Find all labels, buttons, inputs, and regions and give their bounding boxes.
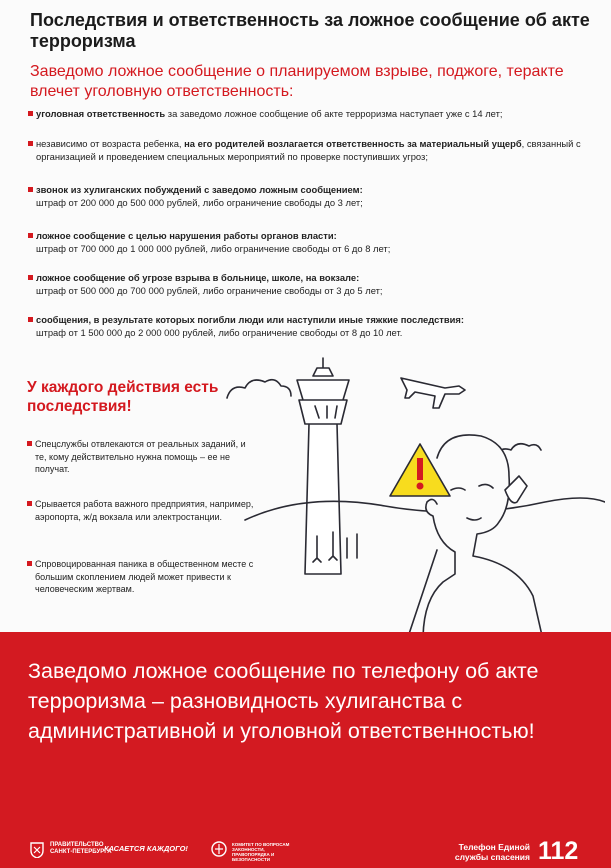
- page-title: Последствия и ответственность за ложное сообщение об акте терроризма: [30, 10, 590, 51]
- item-text: , связанный с организацией и проведением специальных мероприятий по проверке поступивших угроз;: [36, 138, 581, 162]
- item-bold: сообщения, в результате которых погибли люди или наступили иные тяжкие последствия:: [36, 314, 464, 325]
- footer: [0, 832, 611, 868]
- item-text: Спецслужбы отвлекаются от реальных заданий, и те, кому действительно нужна помощь – ее не получат.: [35, 439, 246, 474]
- list-item: [27, 438, 257, 476]
- item-text: Срывается работа важного предприятия, например, аэропорта, ж/д вокзала или электростанции.: [35, 499, 254, 522]
- item-bold: на его родителей возлагается ответственность за материальный ущерб: [184, 138, 522, 149]
- bullet-icon: [28, 275, 33, 280]
- item-text: штраф от 200 000 до 500 000 рублей, либо ограничение свободы до 3 лет;: [36, 196, 363, 208]
- page-subtitle: Заведомо ложное сообщение о планируемом взрыве, поджоге, теракте влечет уголовную ответственность:: [30, 63, 564, 100]
- committee-logo: КОМИТЕТ ПО ВОПРОСАМ ЗАКОННОСТИ, ПРАВОПОРЯДКА И БЕЗОПАСНОСТИ: [210, 838, 300, 860]
- bullet-icon: [28, 141, 33, 146]
- bullet-icon: [28, 233, 33, 238]
- bullet-icon: [28, 187, 33, 192]
- list-item: [28, 108, 593, 121]
- list-item: [28, 314, 593, 339]
- item-text: штраф от 1 500 000 до 2 000 000 рублей, либо ограничение свободы от 8 до 10 лет.: [36, 326, 403, 338]
- item-text: независимо от возраста ребенка,: [36, 138, 185, 149]
- item-text: штраф от 500 000 до 700 000 рублей, либо ограничение свободы от 3 до 5 лет;: [36, 284, 383, 296]
- bullet-icon: [28, 111, 33, 116]
- committee-emblem-icon: [210, 840, 228, 858]
- warning-banner: [0, 632, 611, 868]
- bullet-icon: [27, 561, 32, 566]
- bullet-icon: [27, 441, 32, 446]
- list-item: [27, 498, 257, 523]
- coat-of-arms-icon: [28, 840, 46, 858]
- rescue-service-label: Телефон Единой службы спасения: [454, 842, 530, 862]
- campaign-logo: КАСАЕТСЯ КАЖДОГО!: [104, 844, 188, 853]
- panel-title: У каждого действия есть последствия!: [27, 379, 219, 415]
- banner-text: Заведомо ложное сообщение по телефону об акте терроризма – разновидность хулиганства с административной и уголовной ответственностью!: [28, 659, 539, 743]
- item-bold: звонок из хулиганских побуждений с заведомо ложным сообщением:: [36, 184, 363, 195]
- item-bold: уголовная ответственность: [36, 108, 166, 119]
- bullet-icon: [28, 317, 33, 322]
- item-text: штраф от 700 000 до 1 000 000 рублей, либо ограничение свободы от 6 до 8 лет;: [36, 242, 391, 254]
- bullet-icon: [27, 501, 32, 506]
- item-bold: ложное сообщение об угрозе взрыва в больнице, школе, на вокзале:: [36, 272, 360, 283]
- government-logo: ПРАВИТЕЛЬСТВО САНКТ-ПЕТЕРБУРГА: [28, 838, 98, 860]
- item-text: Спровоцированная паника в общественном месте с большим скоплением людей может привести к человеческим жертвам.: [35, 559, 254, 594]
- list-item: [28, 272, 593, 297]
- item-text: за заведомо ложное сообщение об акте терроризма наступает уже с 14 лет;: [165, 108, 503, 119]
- list-item: [27, 558, 257, 596]
- rescue-phone-number: 112: [538, 837, 579, 865]
- item-bold: ложное сообщение с целью нарушения работы органов власти:: [36, 230, 337, 241]
- list-item: [28, 230, 593, 255]
- consequences-panel: [5, 356, 605, 656]
- list-item: [28, 184, 593, 209]
- list-item: [28, 138, 593, 163]
